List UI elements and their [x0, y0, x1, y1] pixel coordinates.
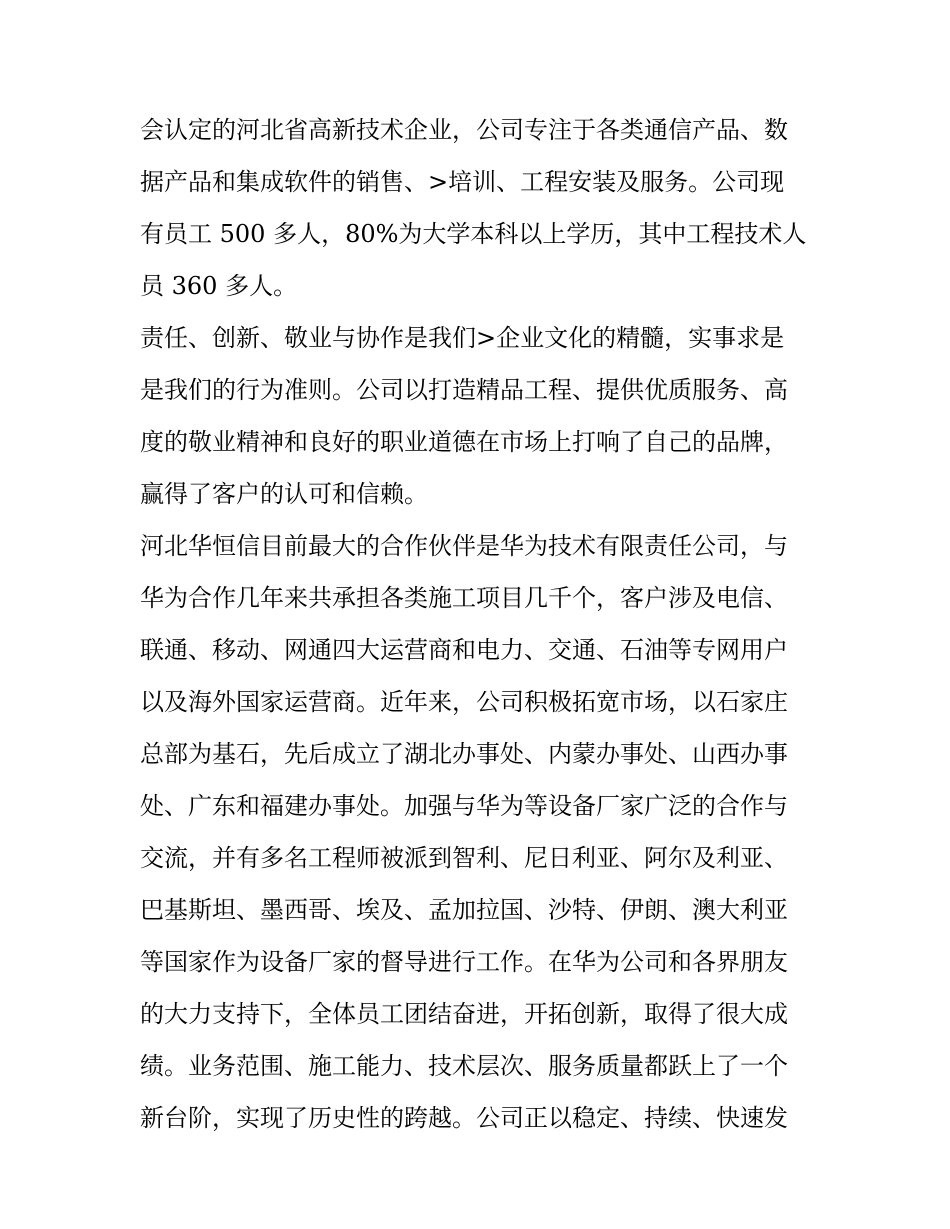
text-line: 据产品和集成软件的销售、>培训、工程安装及服务。公司现	[140, 168, 785, 196]
text-line: 员 360 多人。	[140, 272, 298, 300]
paragraph-company-culture	[140, 312, 820, 520]
text-line: 有员工 500 多人，80%为大学本科以上学历，其中工程技术人	[140, 220, 807, 248]
text-line: 华为合作几年来共承担各类施工项目几千个，客户涉及电信、	[140, 584, 788, 612]
text-line: 河北华恒信目前最大的合作伙伴是华为技术有限责任公司，与	[140, 532, 788, 560]
text-line: 绩。业务范围、施工能力、技术层次、服务质量都跃上了一个	[140, 1052, 788, 1080]
text-line: 联通、移动、网通四大运营商和电力、交通、石油等专网用户	[140, 636, 788, 664]
paragraph-partnership	[140, 520, 820, 1144]
paragraph-company-profile	[140, 104, 820, 312]
text-line: 的大力支持下，全体员工团结奋进，开拓创新，取得了很大成	[140, 1000, 788, 1028]
text-line: 巴基斯坦、墨西哥、埃及、孟加拉国、沙特、伊朗、澳大利亚	[140, 896, 788, 924]
text-line: 等国家作为设备厂家的督导进行工作。在华为公司和各界朋友	[140, 948, 788, 976]
document-body	[140, 104, 820, 1144]
text-line: 处、广东和福建办事处。加强与华为等设备厂家广泛的合作与	[140, 792, 788, 820]
text-line: 赢得了客户的认可和信赖。	[140, 480, 428, 508]
text-line: 交流，并有多名工程师被派到智利、尼日利亚、阿尔及利亚、	[140, 844, 788, 872]
text-line: 新台阶，实现了历史性的跨越。公司正以稳定、持续、快速发	[140, 1104, 788, 1132]
text-line: 会认定的河北省高新技术企业，公司专注于各类通信产品、数	[140, 116, 788, 144]
text-line: 度的敬业精神和良好的职业道德在市场上打响了自己的品牌，	[140, 428, 788, 456]
text-line: 以及海外国家运营商。近年来，公司积极拓宽市场，以石家庄	[140, 688, 788, 716]
text-line: 是我们的行为准则。公司以打造精品工程、提供优质服务、高	[140, 376, 788, 404]
text-line: 总部为基石，先后成立了湖北办事处、内蒙办事处、山西办事	[140, 740, 788, 768]
text-line: 责任、创新、敬业与协作是我们>企业文化的精髓，实事求是	[140, 324, 785, 352]
